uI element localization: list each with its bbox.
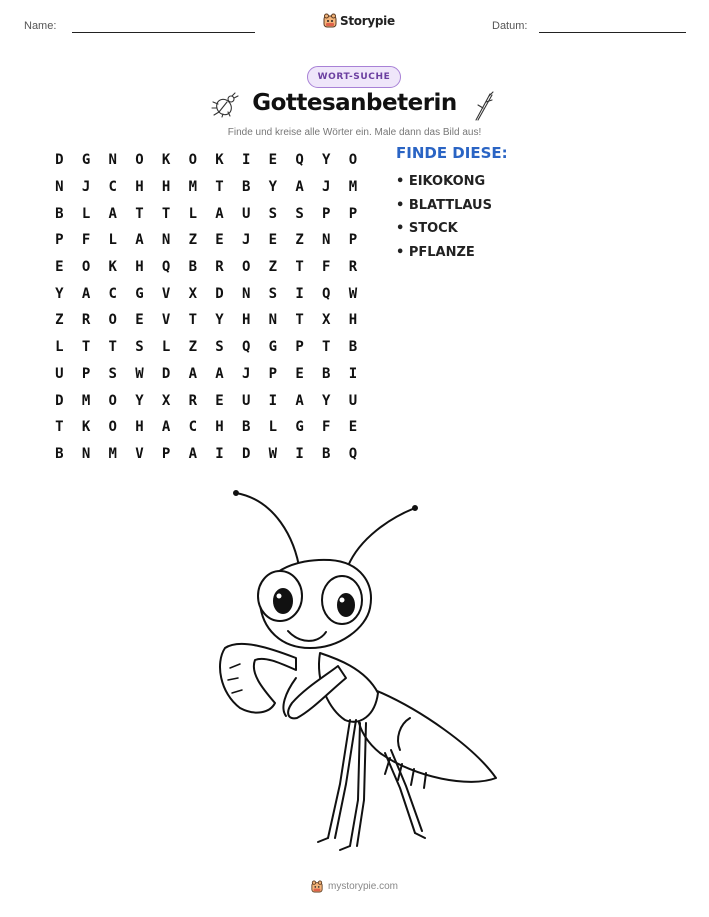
grid-letter: S (215, 339, 224, 356)
grid-letter: H (135, 259, 144, 276)
grid-letter: A (188, 445, 197, 462)
grid-letter: N (241, 285, 251, 302)
grid-letter: I (295, 285, 304, 302)
grid-letter: E (295, 365, 304, 382)
grid-letter: P (322, 205, 331, 222)
grid-letter: T (135, 205, 144, 222)
page-title: Gottesanbeterin (252, 90, 457, 116)
grid-letter: D (55, 152, 64, 169)
grid-letter: P (268, 365, 278, 382)
grid-letter: S (108, 365, 117, 382)
grid-letter: T (81, 339, 91, 356)
grid-letter: K (215, 152, 224, 169)
grid-letter: B (348, 339, 358, 356)
stick-icon (472, 90, 496, 126)
grid-letter: T (295, 312, 304, 329)
grid-letter: N (268, 312, 278, 329)
grid-letter: V (135, 445, 144, 462)
grid-letter: H (241, 312, 251, 329)
grid-row (46, 361, 366, 388)
grid-letter: B (55, 445, 64, 462)
grid-letter: M (188, 179, 197, 196)
grid-letter: I (215, 445, 224, 462)
grid-letter: Y (55, 285, 64, 302)
grid-letter: N (108, 152, 117, 169)
grid-letter: G (268, 339, 278, 356)
grid-letter: F (322, 259, 331, 276)
grid-letter: U (241, 392, 251, 409)
grid-letter: N (322, 232, 331, 249)
name-line (72, 32, 255, 33)
grid-letter: L (81, 205, 91, 222)
grid-letter: V (161, 312, 171, 329)
grid-letter: U (241, 205, 251, 222)
grid-row (46, 307, 366, 334)
grid-letter: J (322, 179, 331, 196)
grid-letter: R (188, 392, 197, 409)
grid-letter: Y (135, 392, 144, 409)
grid-letter: H (161, 179, 171, 196)
grid-letter: C (108, 179, 117, 196)
grid-letter: P (55, 232, 64, 249)
grid-letter: D (241, 445, 251, 462)
grid-letter: A (215, 365, 224, 382)
grid-letter: T (161, 205, 171, 222)
grid-letter: C (188, 419, 197, 436)
grid-letter: L (55, 339, 64, 356)
grid-letter: L (268, 419, 278, 436)
brand (323, 13, 395, 28)
grid-letter: N (81, 445, 91, 462)
storypie-logo-icon (323, 13, 337, 28)
grid-row (46, 174, 366, 201)
grid-row (46, 441, 366, 468)
grid-letter: Y (322, 392, 331, 409)
grid-letter: T (215, 179, 224, 196)
grid-letter: E (135, 312, 144, 329)
grid-row (46, 334, 366, 361)
grid-letter: A (188, 365, 197, 382)
grid-letter: G (81, 152, 91, 169)
grid-letter: D (55, 392, 64, 409)
grid-letter: B (188, 259, 197, 276)
word-list-title: FINDE DIESE: (396, 144, 508, 162)
grid-letter: O (348, 152, 358, 169)
grid-letter: E (55, 259, 64, 276)
grid-letter: Z (295, 232, 304, 249)
grid-letter: R (348, 259, 358, 276)
grid-letter: E (268, 152, 278, 169)
grid-letter: T (295, 259, 304, 276)
grid-letter: O (108, 312, 117, 329)
grid-letter: J (241, 232, 251, 249)
grid-letter: E (348, 419, 358, 436)
grid-letter: T (188, 312, 197, 329)
grid-letter: A (81, 285, 91, 302)
grid-letter: U (55, 365, 64, 382)
grid-letter: A (215, 205, 224, 222)
grid-letter: M (108, 445, 117, 462)
grid-letter: Q (241, 339, 251, 356)
grid-letter: P (161, 445, 171, 462)
grid-letter: J (241, 365, 251, 382)
storypie-logo-icon (311, 880, 323, 893)
grid-letter: I (348, 365, 358, 382)
grid-letter: L (188, 205, 197, 222)
grid-letter: D (215, 285, 224, 302)
grid-letter: I (295, 445, 304, 462)
grid-letter: B (241, 179, 251, 196)
grid-row (46, 227, 366, 254)
grid-row (46, 147, 366, 174)
grid-letter: C (108, 285, 117, 302)
grid-row (46, 200, 366, 227)
grid-letter: T (322, 339, 331, 356)
grid-letter: K (161, 152, 171, 169)
grid-letter: A (295, 392, 304, 409)
grid-letter: X (188, 285, 197, 302)
wordsearch-badge: WORT-SUCHE (307, 66, 401, 88)
grid-letter: M (81, 392, 91, 409)
grid-letter: A (295, 179, 304, 196)
word-list (396, 170, 492, 264)
grid-letter: G (135, 285, 144, 302)
grid-letter: K (81, 419, 91, 436)
grid-letter: O (81, 259, 91, 276)
grid-letter: Q (161, 259, 171, 276)
grid-letter: O (188, 152, 197, 169)
grid-letter: H (215, 419, 224, 436)
grid-letter: R (215, 259, 224, 276)
date-line (539, 32, 686, 33)
grid-letter: B (322, 445, 331, 462)
date-label: Datum: (492, 20, 528, 32)
grid-letter: W (135, 365, 144, 382)
grid-letter: B (55, 205, 64, 222)
instructions: Finde und kreise alle Wörter ein. Male dann das Bild aus! (227, 127, 482, 138)
grid-letter: I (268, 392, 278, 409)
grid-letter: S (268, 285, 278, 302)
grid-letter: S (295, 205, 304, 222)
grid-letter: A (108, 205, 117, 222)
grid-letter: Y (215, 312, 224, 329)
grid-letter: R (81, 312, 91, 329)
grid-letter: P (348, 205, 358, 222)
grid-letter: B (322, 365, 331, 382)
grid-letter: Y (322, 152, 331, 169)
grid-letter: O (135, 152, 144, 169)
grid-row (46, 414, 366, 441)
grid-letter: G (295, 419, 304, 436)
grid-letter: O (108, 392, 117, 409)
footer-url: mystorypie.com (327, 881, 398, 892)
word-list-item: • PFLANZE (396, 244, 475, 260)
grid-letter: H (348, 312, 358, 329)
grid-letter: W (348, 285, 358, 302)
grid-letter: N (161, 232, 171, 249)
grid-letter: H (135, 419, 144, 436)
grid-letter: U (348, 392, 358, 409)
grid-letter: B (241, 419, 251, 436)
grid-letter: E (268, 232, 278, 249)
grid-letter: Z (268, 259, 278, 276)
grid-letter: W (268, 445, 278, 462)
grid-letter: E (215, 232, 224, 249)
grid-letter: O (241, 259, 251, 276)
grid-row (46, 254, 366, 281)
letter-grid (46, 147, 366, 467)
praying-mantis-illustration (200, 488, 510, 862)
grid-letter: P (81, 365, 91, 382)
grid-letter: A (135, 232, 144, 249)
grid-letter: Z (55, 312, 64, 329)
brand-name: Storypie (340, 13, 395, 28)
grid-letter: X (322, 312, 331, 329)
grid-letter: S (268, 205, 278, 222)
grid-letter: Q (348, 445, 358, 462)
grid-letter: L (161, 339, 171, 356)
grid-letter: S (135, 339, 144, 356)
grid-letter: T (108, 339, 117, 356)
grid-letter: A (161, 419, 171, 436)
grid-letter: Q (322, 285, 331, 302)
grid-row (46, 280, 366, 307)
grid-letter: Z (188, 232, 197, 249)
grid-letter: Y (268, 179, 278, 196)
grid-letter: L (108, 232, 117, 249)
name-label: Name: (24, 20, 57, 32)
grid-letter: J (81, 179, 91, 196)
grid-letter: P (348, 232, 358, 249)
grid-letter: Z (188, 339, 197, 356)
grid-letter: M (348, 179, 358, 196)
footer (0, 880, 709, 893)
grid-letter: E (215, 392, 224, 409)
grid-letter: D (161, 365, 171, 382)
word-list-item: • STOCK (396, 221, 458, 236)
grid-letter: N (55, 179, 64, 196)
word-list-item: • BLATTLAUS (396, 197, 492, 213)
word-list-item: • EIKOKONG (396, 174, 486, 189)
grid-letter: F (81, 232, 91, 249)
grid-row (46, 387, 366, 414)
grid-letter: P (295, 339, 304, 356)
grid-letter: O (108, 419, 117, 436)
grid-letter: X (161, 392, 171, 409)
grid-letter: H (135, 179, 144, 196)
grid-letter: V (161, 285, 171, 302)
grid-letter: K (108, 259, 117, 276)
grid-letter: T (55, 419, 64, 436)
grid-letter: F (322, 419, 331, 436)
grid-letter: Q (295, 152, 304, 169)
grid-letter: I (241, 152, 251, 169)
